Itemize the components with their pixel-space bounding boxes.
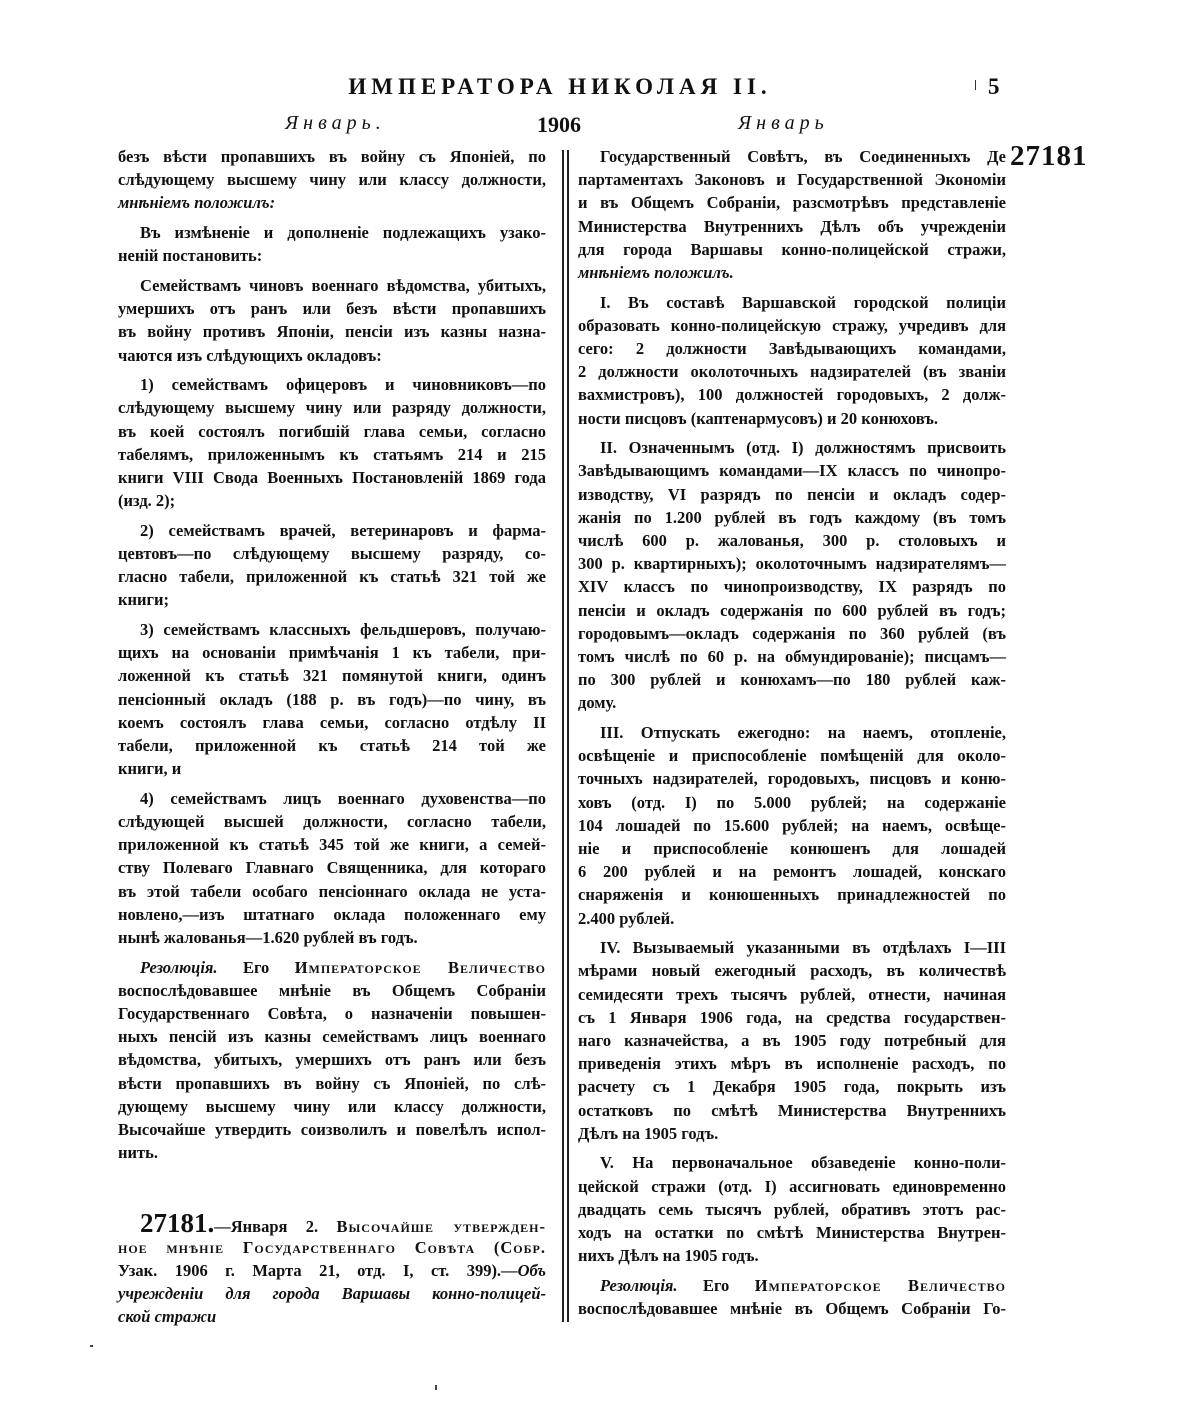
header-tick-mark [975,80,976,90]
text-line [118,297,546,320]
text-line [578,506,1006,529]
text-run: —Января 2. [214,1217,337,1237]
text-run: пенсіонный окладъ (188 р. въ годъ)—по чину, въ [118,689,546,709]
text-line [578,168,1006,191]
text-line [118,1048,546,1071]
month-right: Январь [738,112,829,134]
text-run: Государственнаго Совѣта, о назначеніи повышен- [118,1004,546,1024]
text-run: ству Полеваго Главнаго Священника, для котораго [118,858,546,878]
text-line [118,903,546,926]
paragraph [578,436,1006,714]
text-run: мнѣніемъ положилъ. [578,262,734,282]
text-line [578,529,1006,552]
text-line [578,575,1006,598]
paragraph [118,618,546,780]
page-title: ИМПЕРАТОРА НИКОЛАЯ II. [348,74,772,99]
text-run: Высочайше утвержден- [336,1217,546,1237]
text-run: Резолюція. [140,957,218,977]
text-run: слѣдующему высшему чину или разряду должности, [118,398,546,418]
text-run: слѣдующей высшей должности, согласно табели, [118,812,546,832]
text-run: воспослѣдовавшее мнѣніе въ Общемъ Собраніи [118,980,546,1000]
text-line [118,641,546,664]
text-line [118,1095,546,1118]
text-line [118,757,546,780]
text-line [578,337,1006,360]
text-run: точныхъ надзирателей, городовыхъ, писцовъ и коню- [578,769,1006,789]
text-run: образовать конно-полицейскую стражу, учредивъ для [578,315,1006,335]
text-line [578,145,1006,168]
text-line [578,1198,1006,1221]
text-line [578,407,1006,430]
text-run: новлено,—изъ штатнаго оклада положеннаго ему [118,904,546,924]
text-line [118,787,546,810]
text-line [578,314,1006,337]
text-run: семидесяти трехъ тысячъ рублей, отнести, начиная [578,984,1006,1004]
text-line [578,1274,1006,1297]
text-run: умершихъ отъ ранъ или безъ вѣсти пропавшихъ [118,299,546,319]
decree-entry-heading [118,1208,546,1328]
text-run: Семействамъ чиновъ военнаго вѣдомства, убитыхъ, [140,275,546,295]
text-run: XIV классъ по чинопроизводству, IX разрядъ по [578,577,1006,597]
paragraph [118,274,546,367]
text-run: освѣщеніе и приспособленіе помѣщеній для около- [578,746,1006,766]
text-line [118,489,546,512]
text-run: коемъ состоялъ глава семьи, согласно отдѣлу II [118,712,546,732]
text-run: Резолюція. [600,1275,678,1295]
text-line [578,191,1006,214]
text-line [118,168,546,191]
text-line [578,1122,1006,1145]
text-line [578,1221,1006,1244]
text-run: щихъ на основаніи примѣчанія 1 къ табели, при- [118,643,546,663]
text-run: расчету съ 1 Декабря 1905 года, покрыть изъ [578,1077,1006,1097]
text-run: I. Въ составѣ Варшавской городской полиціи [600,292,1006,312]
text-run: 2) семействамъ врачей, ветеринаровъ и фарма- [140,520,546,540]
text-line [118,344,546,367]
text-line [578,1006,1006,1029]
text-line [118,396,546,419]
text-run: вѣдомства, убитыхъ, умершихъ отъ ранъ или безъ [118,1050,546,1070]
text-line [118,466,546,489]
text-run: ховъ (отд. I) по 5.000 рублей; на содержаніе [578,792,1006,812]
column-divider [562,150,564,1322]
text-line [118,274,546,297]
year: 1906 [537,112,581,137]
paragraph [578,291,1006,430]
text-run: Узак. 1906 г. Марта 21, отд. I, ст. 399).— [118,1260,518,1280]
scan-speck [90,1345,93,1347]
text-run: (изд. 2); [118,491,176,511]
text-run: числѣ 600 р. жалованья, 300 р. столовыхъ и [578,531,1006,550]
text-run: нынѣ жалованья—1.620 рублей въ годъ. [118,928,418,947]
text-line [578,1029,1006,1052]
text-run: 2.400 рублей. [578,908,675,928]
text-line [578,791,1006,814]
text-run: табели, приложенной къ статьѣ 214 той же [118,736,546,755]
text-line [118,519,546,542]
text-run: мѣрами новый ежегодный расходъ, въ количествѣ [578,961,1006,981]
text-line [118,191,546,214]
text-line [578,691,1006,714]
text-run: Въ измѣненіе и дополненіе подлежащихъ узако- [140,223,546,243]
text-line [118,244,546,267]
text-line [118,1282,546,1305]
text-run: II. Означеннымъ (отд. I) должностямъ присвоить [600,438,1006,458]
text-line [578,959,1006,982]
text-line [118,565,546,588]
text-run: партаментахъ Законовъ и Государственной Экономіи [578,170,1006,190]
text-run: Государственный Совѣтъ, въ Соединенныхъ Де [600,147,1006,166]
text-run: для города Варшавы конно-полицейской стражи, [578,239,1006,259]
text-run: и въ Общемъ Собраніи, разсмотрѣвъ представленіе [578,193,1006,213]
text-run: Императорское Величество [754,1275,1006,1295]
text-line [578,1099,1006,1122]
text-run: табелямъ, приложеннымъ къ статьямъ 214 и 215 [118,444,546,464]
text-run: наго казначейства, а въ 1905 году потребный для [578,1030,1006,1050]
text-line [118,734,546,757]
text-run: книги; [118,590,170,610]
text-line [118,979,546,1002]
text-line [118,618,546,641]
text-run: неній постановить: [118,246,263,266]
text-run: приведенія этихъ мѣръ въ исполненіе расходъ, по [578,1054,1006,1074]
text-run: томъ числѣ по 60 р. на обмундированіе); писцамъ— [578,646,1006,666]
text-run: нить. [118,1143,158,1163]
text-run: Объ [517,1260,546,1280]
text-line [578,599,1006,622]
paragraph [578,936,1006,1145]
text-line [118,1002,546,1025]
text-line [578,261,1006,284]
text-line [578,1175,1006,1198]
text-line [118,221,546,244]
text-line [118,1072,546,1095]
text-run: Его [677,1275,755,1295]
right-column [578,145,1006,1320]
text-line [118,420,546,443]
text-run: мнѣніемъ положилъ: [118,193,276,213]
text-line [578,1052,1006,1075]
text-run: дому. [578,693,617,713]
text-line [578,238,1006,261]
text-line [118,1208,546,1239]
text-run: 6 200 рублей и на ремонтъ лошадей, конскаго [578,862,1006,882]
text-run: пенсіи и окладъ содержанія по 600 рублей въ годъ; [578,600,1006,620]
text-run: Высочайше утвердить соизволилъ и повелѣлъ испол- [118,1120,546,1139]
text-run: снаряженія и конюшенныхъ принадлежностей по [578,885,1006,905]
text-line [578,360,1006,383]
text-line [118,833,546,856]
entry-number: 27181. [140,1208,215,1239]
text-run: ное мнѣніе Государственнаго Совѣта (Собр. [118,1237,546,1257]
text-line [578,1151,1006,1174]
text-line [578,936,1006,959]
text-run: цейской стражи (отд. I) ассигновать единовременно [578,1176,1006,1196]
text-run: 2 должности околоточныхъ надзирателей (въ званіи [578,362,1006,382]
margin-entry-number: 27181 [1010,140,1088,172]
paragraph [578,721,1006,930]
month-left: Январь. [285,112,386,134]
paragraph [578,1274,1006,1320]
paragraph [118,145,546,215]
text-run: приложенной къ статьѣ 345 той же книги, а семей- [118,835,546,855]
text-run: Завѣдывающимъ командами—IX классъ по чинопро- [578,461,1006,481]
text-line [118,145,546,168]
text-line [578,552,1006,575]
text-line [118,1305,546,1328]
text-run: нихъ Дѣлъ на 1905 годъ. [578,1246,759,1266]
text-line [118,664,546,687]
text-run: цевтовъ—по слѣдующему высшему разряду, со- [118,544,546,563]
scan-speck [435,1385,437,1390]
text-line [578,291,1006,314]
text-line [118,1118,546,1141]
text-run: вѣсти пропавшихъ въ войну съ Японіей, по слѣ- [118,1073,546,1093]
text-line [578,645,1006,668]
text-line [118,373,546,396]
text-line [118,588,546,611]
text-line [118,1236,546,1259]
text-line [118,688,546,711]
text-run: гласно табели, приложенной къ статьѣ 321 той же [118,567,546,587]
text-line [118,320,546,343]
left-column [118,145,546,1328]
text-run: V. На первоначальное обзаведеніе конно-поли- [600,1153,1006,1173]
text-run: ложенной къ статьѣ 321 помянутой книги, одинъ [118,666,546,686]
text-line [118,1025,546,1048]
text-line [578,668,1006,691]
text-run: чаются изъ слѣдующихъ окладовъ: [118,345,382,365]
text-run: съ 1 Января 1906 года, на средства государствен- [578,1007,1006,1027]
text-line [578,721,1006,744]
text-run: въ этой табели особаго пенсіоннаго оклада не уста- [118,881,546,901]
text-run: безъ вѣсти пропавшихъ въ войну съ Японіей, по [118,147,546,166]
text-run: слѣдующему высшему чину или классу должности, [118,170,546,190]
paragraph [118,519,546,612]
text-line [578,767,1006,790]
text-line [578,814,1006,837]
text-run: Министерства Внутреннихъ Дѣлъ объ учрежденіи [578,216,1006,236]
text-run: воспослѣдовавшее мнѣніе въ Общемъ Собраніи Го- [578,1299,1006,1318]
text-line [578,215,1006,238]
text-run: Его [217,957,295,977]
text-run: 4) семействамъ лицъ военнаго духовенства—по [140,788,546,808]
text-run: 104 лошадей по 15.600 рублей; на наемъ, освѣще- [578,815,1006,835]
text-run: ныхъ пенсій изъ казны семействамъ лицъ военнаго [118,1027,546,1047]
text-line [118,443,546,466]
text-line [578,1075,1006,1098]
text-line [578,907,1006,930]
text-line [578,883,1006,906]
text-run: вахмистровъ), 100 должностей городовыхъ, 2 долж- [578,385,1006,405]
text-line [578,459,1006,482]
text-line [118,880,546,903]
page-number: 5 [988,74,1000,99]
paragraph [118,221,546,267]
paragraph [578,1151,1006,1267]
text-run: по 300 рублей и конюхамъ—по 180 рублей каж- [578,670,1006,690]
text-run: 1) семействамъ офицеровъ и чиновниковъ—по [140,375,546,395]
text-run: 3) семействамъ классныхъ фельдшеровъ, получаю- [140,620,546,640]
text-run: Дѣлъ на 1905 годъ. [578,1123,719,1143]
text-run: сего: 2 должности Завѣдывающихъ командами, [578,339,1006,358]
text-line [578,983,1006,1006]
text-run: изводству, VI разрядъ по пенсіи и окладъ содер- [578,484,1006,504]
paragraph [118,373,546,512]
text-run: городовымъ—окладъ содержанія по 360 рублей (въ [578,623,1006,643]
text-run: двадцать семь тысячъ рублей, обративъ этотъ рас- [578,1199,1006,1219]
text-line [118,1259,546,1282]
column-divider [567,150,569,1322]
text-run: учрежденіи для города Варшавы конно-полицей- [118,1283,546,1303]
text-line [118,956,546,979]
text-line [578,1297,1006,1320]
text-line [578,1244,1006,1267]
text-run: ніе и приспособленіе конюшенъ для лошадей [578,838,1006,858]
text-run: дующему высшему чину или классу должности, [118,1096,546,1116]
text-run: книги, и [118,759,182,779]
text-line [118,542,546,565]
text-line [578,436,1006,459]
text-line [118,856,546,879]
text-line [118,1141,546,1164]
text-line [118,711,546,734]
text-line [578,837,1006,860]
text-run: жанія по 1.200 рублей въ годъ каждому (въ томъ [578,507,1006,527]
text-line [578,860,1006,883]
text-run: въ войну противъ Японіи, пенсіи изъ казны назна- [118,322,546,342]
text-run: 300 р. квартирныхъ); околоточнымъ надзирателямъ— [578,554,1006,574]
text-run: остатковъ по смѣтѣ Министерства Внутреннихъ [578,1100,1006,1120]
text-line [578,483,1006,506]
text-run: ходъ на остатки по смѣтѣ Министерства Внутрен- [578,1222,1006,1242]
paragraph [578,145,1006,284]
text-line [118,926,546,949]
text-line [578,744,1006,767]
text-run: IV. Вызываемый указанными въ отдѣлахъ I—III [600,938,1006,958]
text-run: ности писцовъ (каптенармусовъ) и 20 конюховъ. [578,408,939,428]
text-run: книги VIII Свода Военныхъ Постановленій 1869 года [118,467,546,487]
paragraph [118,787,546,949]
text-line [118,810,546,833]
text-line [578,622,1006,645]
text-run: ской стражи [118,1307,217,1327]
text-run: Императорское Величество [294,957,546,977]
paragraph [118,956,546,1165]
text-run: III. Отпускать ежегодно: на наемъ, отопленіе, [600,723,1006,742]
text-line [578,383,1006,406]
text-run: въ коей состоялъ погибшій глава семьи, согласно [118,421,546,441]
